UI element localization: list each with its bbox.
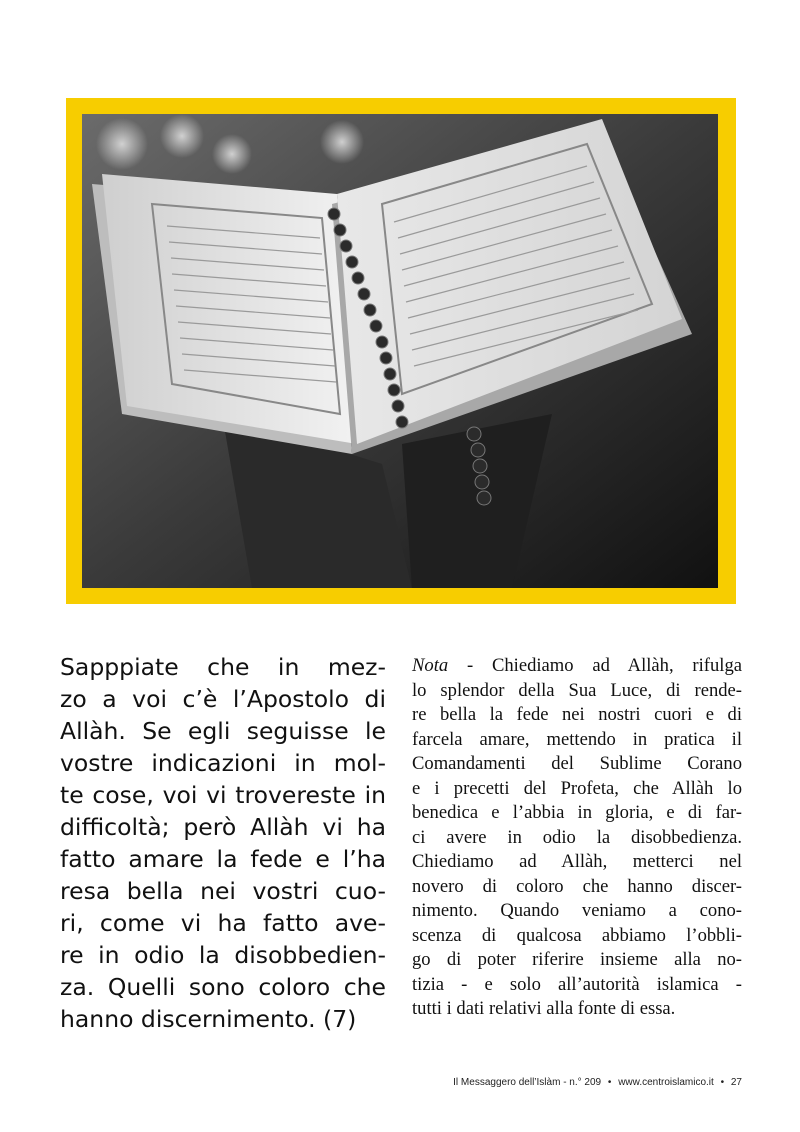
left-line: vostre indicazioni in mol-: [60, 749, 386, 777]
nota-label: Nota: [412, 655, 449, 676]
website-link[interactable]: www.centroislamico.it: [618, 1077, 714, 1088]
left-line: difficoltà; però Allàh vi ha: [60, 813, 386, 841]
open-quran-photo: [82, 114, 718, 588]
left-line: zo a voi c’è l’Apostolo di: [60, 685, 386, 713]
note-line: farcela amare, mettendo in pratica il: [412, 728, 742, 750]
note-line: tizia - e solo all’autorità islamica -: [412, 973, 742, 995]
note-line: tutti i dati relativi alla fonte di essa.: [412, 998, 676, 1019]
note-line: ci avere in odio la disobbedienza.: [412, 826, 742, 848]
page-number: 27: [730, 1077, 742, 1088]
note-line: re bella la fede nei nostri cuori e di: [412, 704, 742, 725]
footer-bullet: •: [607, 1077, 612, 1088]
note-line: scenza di qualcosa abbiamo l’obbli-: [412, 924, 742, 946]
note-line: Comandamenti del Sublime Corano: [412, 753, 742, 774]
note-line: Chiediamo ad Allàh, metterci nel: [412, 851, 742, 872]
left-line: re in odio la disobbedien-: [60, 941, 386, 969]
note-line: benedica e l’abbia in gloria, e di far-: [412, 802, 742, 823]
left-line: fatto amare la fede e l’ha: [60, 845, 386, 873]
note-line: lo splendor della Sua Luce, di rende-: [412, 679, 742, 701]
note-line: novero di coloro che hanno discer-: [412, 875, 742, 897]
left-line: ri, come vi ha fatto ave-: [60, 909, 386, 937]
left-line: Allàh. Se egli seguisse le: [60, 717, 386, 745]
left-line: hanno discernimento. (7): [60, 1005, 357, 1033]
note-first-line-text: - Chiediamo ad Allàh, rifulga: [448, 655, 742, 676]
open-quran-image: [82, 114, 718, 588]
photo-frame: [66, 98, 736, 604]
left-line: te cose, voi vi trovereste in: [60, 781, 386, 809]
left-column-text: [60, 651, 386, 1035]
note-first-line: [412, 654, 742, 679]
left-line: za. Quelli sono coloro che: [60, 973, 386, 1001]
page-footer: [453, 1077, 742, 1088]
left-line: resa bella nei vostri cuo-: [60, 877, 386, 905]
right-column-note: [412, 654, 742, 1022]
note-line: nimento. Quando veniamo a cono-: [412, 900, 742, 921]
publication-name: Il Messaggero dell’Islàm - n.° 209: [453, 1077, 602, 1088]
footer-bullet: •: [720, 1077, 725, 1088]
left-line: Sapppiate che in mez-: [60, 653, 386, 681]
note-line: e i precetti del Profeta, che Allàh lo: [412, 777, 742, 799]
note-line: go di poter riferire insieme alla no-: [412, 949, 742, 970]
